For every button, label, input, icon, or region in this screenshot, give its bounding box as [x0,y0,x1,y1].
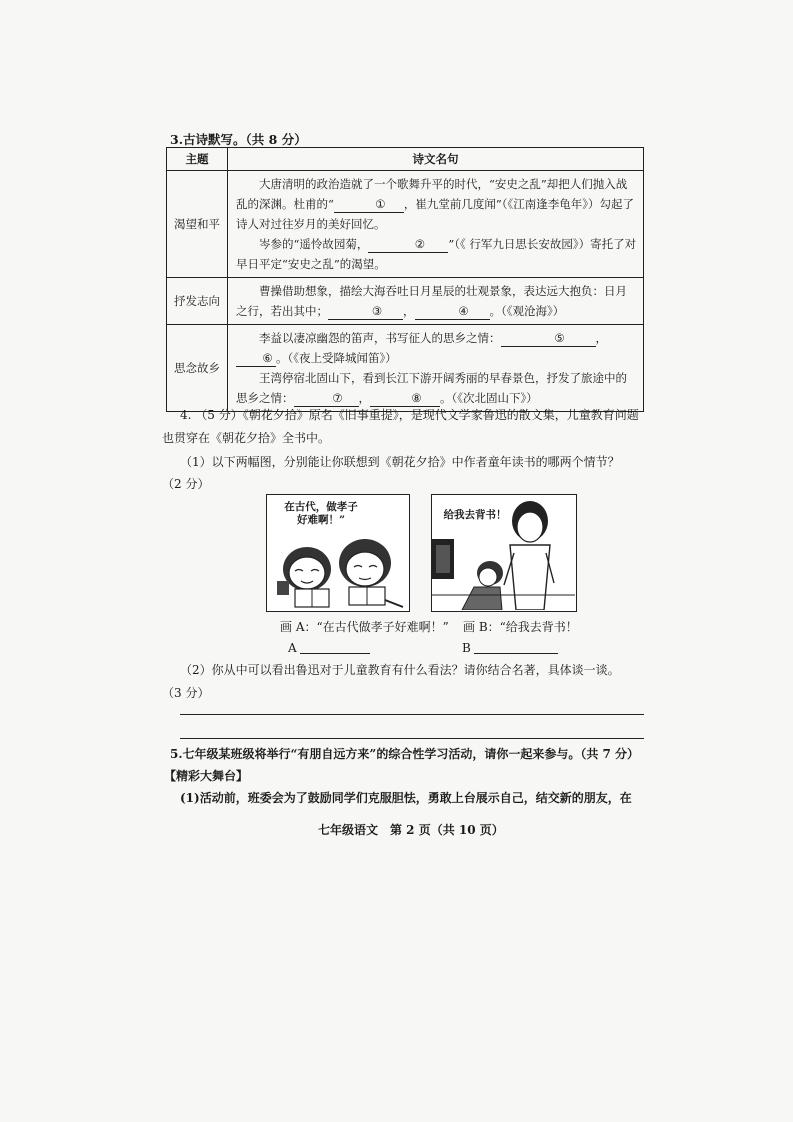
text: 王湾停宿北固山下，看到长江下游开阔秀丽的早春景色，抒发了旅途中的思乡之情： [236,371,627,405]
paragraph [236,368,637,408]
paragraph [236,328,637,368]
answer-label-a: A [288,641,297,655]
table-row [167,325,644,412]
text: ， [403,304,415,318]
text: 。（《观沧海》） [489,304,565,318]
q5-line1: (1)活动前，班委会为了鼓励同学们克服胆怯，勇敢上台展示自己，结交新的朋友，在 [180,791,632,805]
table-row [167,278,644,325]
content-cell [228,278,644,325]
text: 大唐清明的政治造就了一个歌舞升平的时代，“安史之乱”却把人们抛入战乱的深渊。杜甫的“ [236,177,628,211]
text: 。（《次北固山下》） [440,391,538,405]
theme-cell: 思念故乡 [167,325,228,412]
mother-scolding-child-icon [432,495,575,610]
q5-title: 5.七年级某班级将举行“有朋自远方来”的综合性学习活动，请你一起来参与。（共 7 分） [170,747,640,761]
speech-bubble-b: 给我去背书！ [443,509,507,521]
q5-section-heading: 【精彩大舞台】 [164,769,249,783]
answer-line-b[interactable] [474,653,558,654]
answer-blank-5[interactable]: ⑤ [501,330,596,347]
theme-cell: 渴望和平 [167,171,228,278]
caption-a: 画 A：“在古代做孝子好难啊！” [280,620,449,634]
header-lines: 诗文名句 [228,148,644,171]
cartoon-a [266,494,410,612]
answer-line-a[interactable] [300,653,370,654]
theme-cell: 抒发志向 [167,278,228,325]
content-cell [228,325,644,412]
text: 岑参的“遥怜故园菊， [259,237,369,251]
answer-blank-3[interactable]: ③ [328,303,403,320]
q3-title: 3.古诗默写。（共 8 分） [170,132,307,147]
answer-blank-4[interactable]: ④ [415,303,490,320]
caption-b: 画 B：“给我去背书！ [463,620,578,634]
paragraph [236,234,637,274]
answer-blank-8[interactable]: ⑧ [370,390,440,407]
answer-blank-6[interactable]: ⑥ [236,350,276,367]
content-cell [228,171,644,278]
answer-blank-2[interactable]: ② [368,236,448,253]
q4-sub1-line1: （1）以下两幅图，分别能让你联想到《朝花夕拾》中作者童年读书的哪两个情节？ [180,455,620,469]
table-row [167,171,644,278]
text: 曹操借助想象，描绘大海吞吐日月星辰的壮观景象，表达远大抱负：日月之行，若出其中； [236,284,627,318]
q4-sub2-line1: （2）你从中可以看出鲁迅对于儿童教育有什么看法？请你结合名著，具体谈一谈。 [180,663,620,677]
text: ”（《 行军九日思长安故园》）寄托了对早日平定“安史之乱”的渴望。 [236,237,637,271]
q4-sub1-line2: （2 分） [162,477,210,491]
paragraph [236,281,637,321]
text: ， [595,331,607,345]
q4-sub2-line2: （3 分） [162,686,210,700]
answer-blank-7[interactable]: ⑦ [294,390,359,407]
paragraph [236,174,637,234]
header-theme: 主题 [167,148,228,171]
q4-intro-line1: 4. （5 分）《朝花夕拾》原名《旧事重提》，是现代文学家鲁迅的散文集，儿童教育问题 [180,408,639,422]
children-reading-icon [267,495,408,610]
cartoon-b [431,494,577,612]
text: 。（《夜上受降城闻笛》） [276,351,397,365]
table-header-row [167,148,644,171]
speech-bubble-a: 在古代，做孝子好难啊！” [284,501,358,526]
answer-line-2[interactable] [180,738,644,739]
text: ， [358,391,370,405]
text: 李益以凄凉幽怨的笛声，书写征人的思乡之情： [259,331,501,345]
text: ，崔九堂前几度闻”（《江南逢李龟年》）勾起了诗人对过往岁月的美好回忆。 [236,197,635,231]
poem-table [166,147,644,412]
answer-line-1[interactable] [180,714,644,715]
q4-intro-line2: 也贯穿在《朝花夕拾》全书中。 [162,431,331,445]
answer-label-b: B [462,641,471,655]
answer-blank-1[interactable]: ① [334,196,404,213]
page-footer: 七年级语文 第 2 页（共 10 页） [318,823,504,837]
